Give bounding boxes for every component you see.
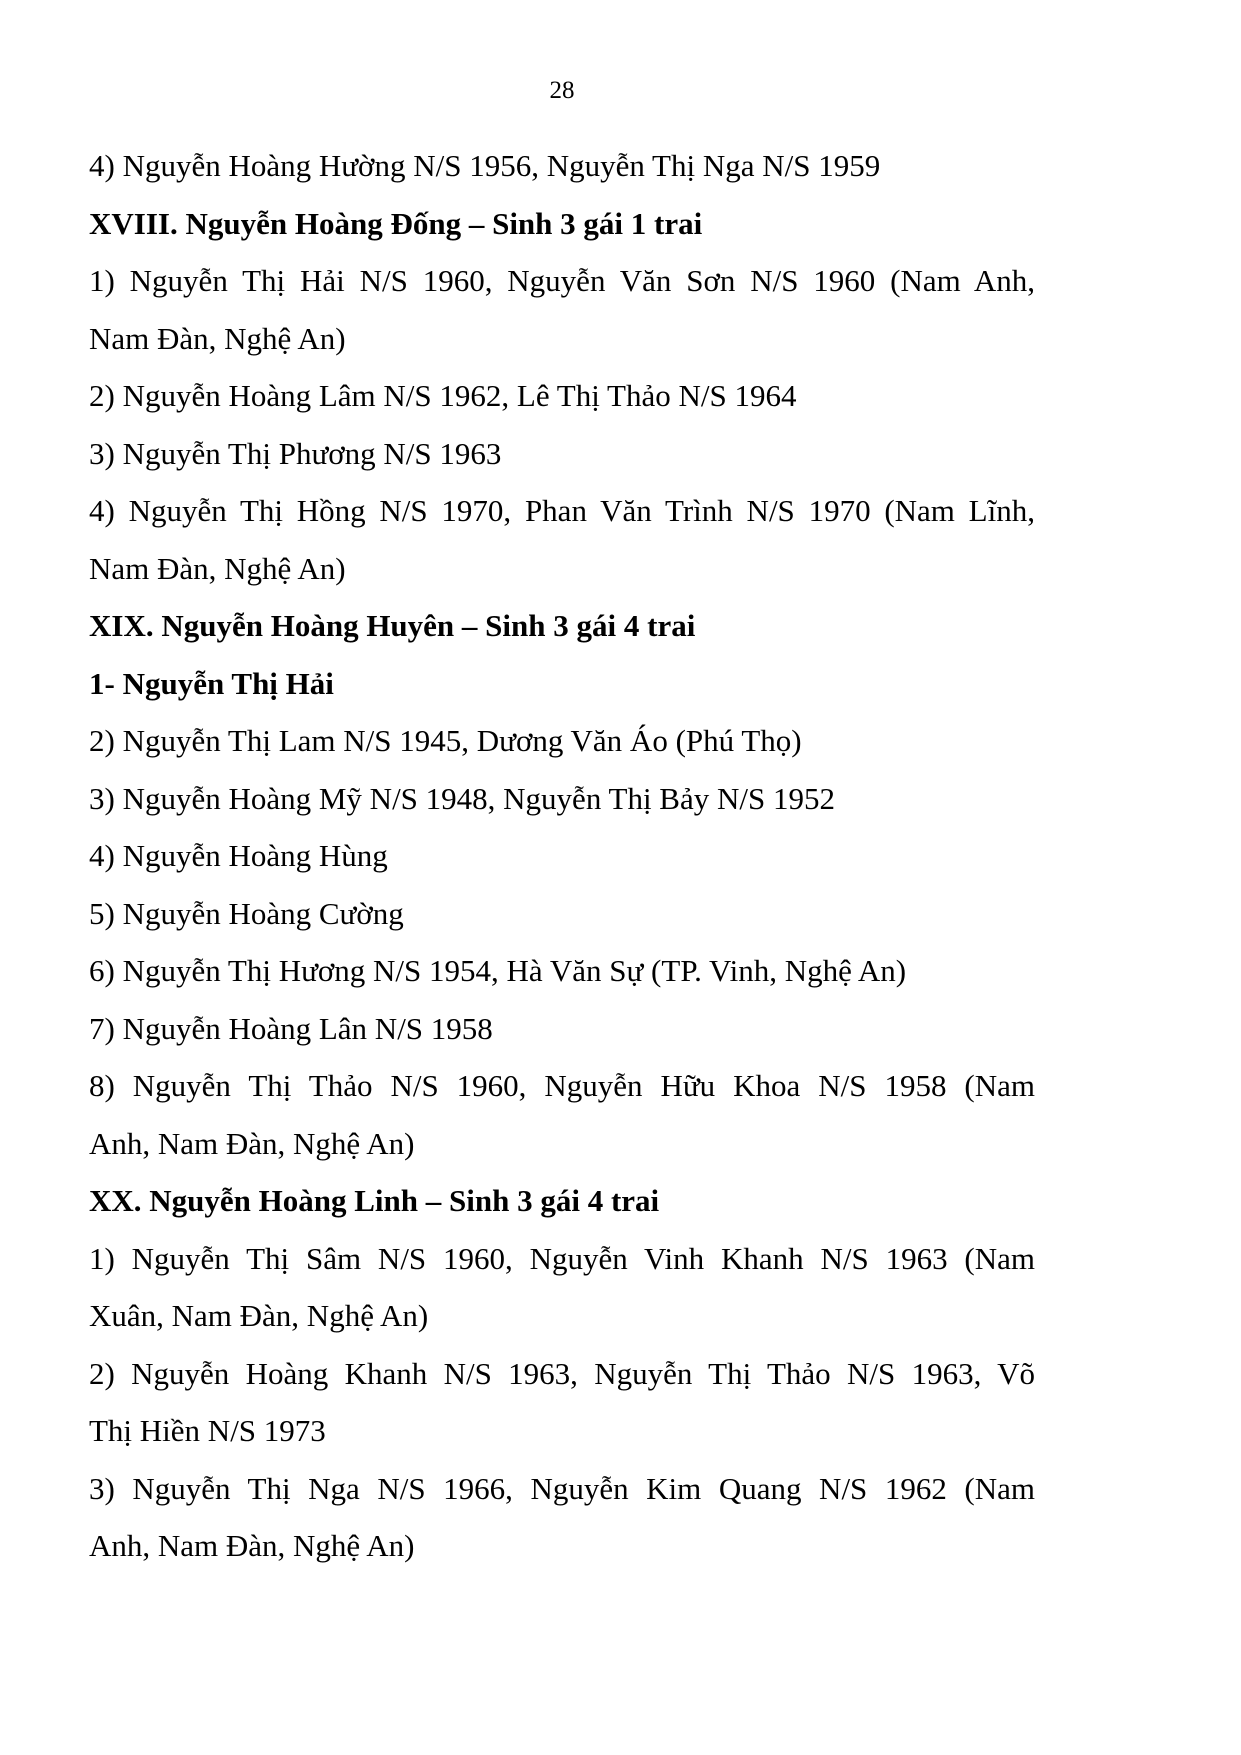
text-line: 1) Nguyễn Thị Sâm N/S 1960, Nguyễn Vinh Khanh N/S 1963 (Nam (89, 1240, 1035, 1276)
text-line: 7) Nguyễn Hoàng Lân N/S 1958 (89, 1010, 493, 1046)
heading-text: XX. Nguyễn Hoàng Linh – Sinh 3 gái 4 trai (89, 1183, 660, 1218)
entry-khanh-thao-hien (89, 1345, 1035, 1460)
text-line: 8) Nguyễn Thị Thảo N/S 1960, Nguyễn Hữu Khoa N/S 1958 (Nam (89, 1068, 1035, 1103)
text-line: Thị Hiền N/S 1973 (89, 1413, 326, 1448)
text-line: 1- Nguyễn Thị Hải (89, 665, 334, 701)
text-line: 2) Nguyễn Hoàng Khanh N/S 1963, Nguyễn Thị Thảo N/S 1963, Võ (89, 1355, 1035, 1391)
heading-text: XVIII. Nguyễn Hoàng Đống – Sinh 3 gái 1 trai (89, 205, 703, 241)
entry-hung (89, 827, 1035, 885)
entry-phuong (89, 425, 1035, 483)
text-line: 5) Nguyễn Hoàng Cường (89, 895, 404, 931)
entry-lam-ao (89, 712, 1035, 770)
section-heading-xix (89, 597, 1035, 655)
text-line: Nam Đàn, Nghệ An) (89, 550, 346, 586)
entry-cuong (89, 885, 1035, 943)
text-line: 6) Nguyễn Thị Hương N/S 1954, Hà Văn Sự (TP. Vinh, Nghệ An) (89, 953, 907, 988)
text-line: 3) Nguyễn Thị Phương N/S 1963 (89, 435, 502, 471)
entry-lan (89, 1000, 1035, 1058)
text-line: 2) Nguyễn Thị Lam N/S 1945, Dương Văn Áo (Phú Thọ) (89, 723, 802, 758)
entry-sam-khanh (89, 1230, 1035, 1345)
text-line: 3) Nguyễn Thị Nga N/S 1966, Nguyễn Kim Quang N/S 1962 (Nam (89, 1470, 1035, 1506)
entry-lam-thao (89, 367, 1035, 425)
text-line: 2) Nguyễn Hoàng Lâm N/S 1962, Lê Thị Thảo N/S 1964 (89, 378, 797, 413)
text-line: Nam Đàn, Nghệ An) (89, 320, 346, 356)
entry-my-bay (89, 770, 1035, 828)
text-line: 4) Nguyễn Hoàng Hùng (89, 838, 388, 873)
page-number: 28 (549, 77, 575, 104)
entry-hong-trinh (89, 482, 1035, 597)
entry-huong-nga (89, 137, 1035, 195)
document-body (89, 137, 1035, 1575)
text-line: 4) Nguyễn Hoàng Hường N/S 1956, Nguyễn Thị Nga N/S 1959 (89, 148, 881, 183)
text-line: 3) Nguyễn Hoàng Mỹ N/S 1948, Nguyễn Thị Bảy N/S 1952 (89, 780, 835, 816)
heading-text: XIX. Nguyễn Hoàng Huyên – Sinh 3 gái 4 trai (89, 608, 696, 643)
text-line: Anh, Nam Đàn, Nghệ An) (89, 1528, 415, 1563)
entry-thao-khoa (89, 1057, 1035, 1172)
entry-nga-quang (89, 1460, 1035, 1575)
text-line: Xuân, Nam Đàn, Nghệ An) (89, 1298, 429, 1333)
entry-hai-bold (89, 655, 1035, 713)
text-line: Anh, Nam Đàn, Nghệ An) (89, 1125, 415, 1161)
section-heading-xx (89, 1172, 1035, 1230)
section-heading-xviii (89, 195, 1035, 253)
entry-huong-su (89, 942, 1035, 1000)
entry-hai-son (89, 252, 1035, 367)
text-line: 1) Nguyễn Thị Hải N/S 1960, Nguyễn Văn Sơn N/S 1960 (Nam Anh, (89, 263, 1035, 298)
text-line: 4) Nguyễn Thị Hồng N/S 1970, Phan Văn Trình N/S 1970 (Nam Lĩnh, (89, 493, 1035, 528)
